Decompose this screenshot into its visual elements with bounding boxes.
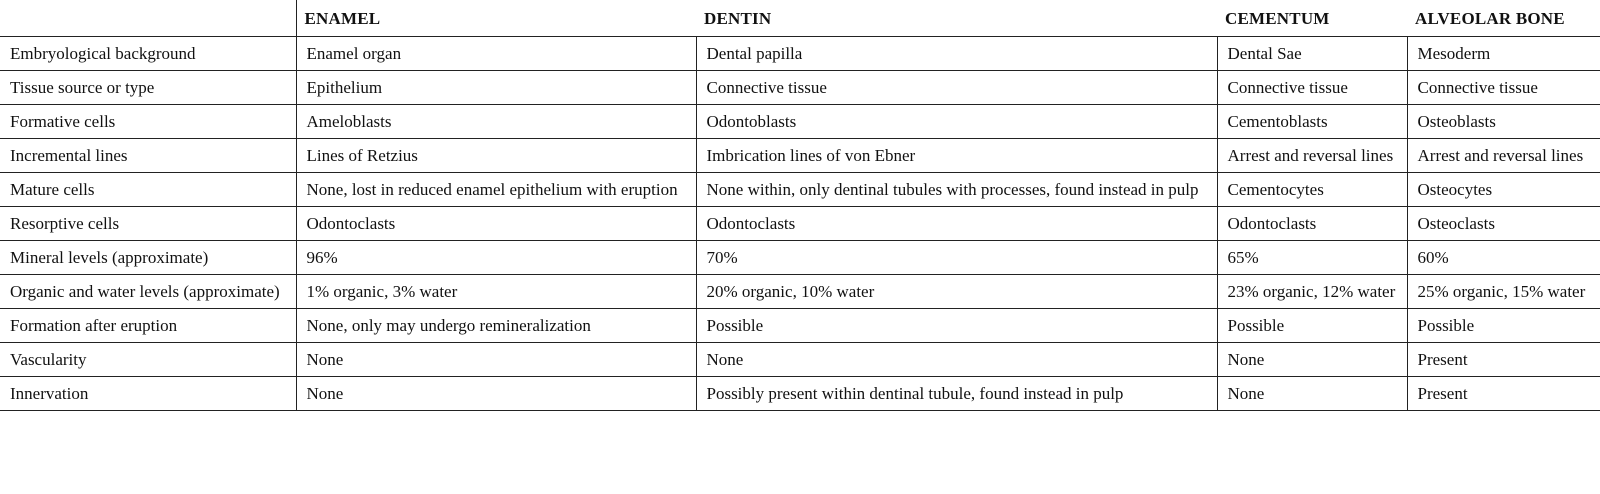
table-row <box>0 207 1600 241</box>
dentin-cell: Odontoblasts <box>706 112 797 131</box>
dentin-cell: Odontoclasts <box>706 214 796 233</box>
enamel-cell: Ameloblasts <box>306 112 392 131</box>
cementum-cell: Connective tissue <box>1227 78 1348 97</box>
enamel-cell: 96% <box>306 248 338 267</box>
table-cell <box>0 377 296 411</box>
table-cell <box>296 37 696 71</box>
column-header-dentin: DENTIN <box>696 0 1217 37</box>
row-label: Resorptive cells <box>10 214 120 233</box>
table-cell <box>1217 173 1407 207</box>
row-label: Organic and water levels (approximate) <box>10 282 280 301</box>
table-cell <box>296 343 696 377</box>
table-cell <box>1407 309 1600 343</box>
table-cell <box>1217 275 1407 309</box>
table-row <box>0 343 1600 377</box>
table-cell <box>696 377 1217 411</box>
alveolar-bone-cell: 60% <box>1417 248 1449 267</box>
enamel-cell: 1% organic, 3% water <box>306 282 458 301</box>
table-cell <box>1407 207 1600 241</box>
table-cell <box>1217 241 1407 275</box>
dentin-cell: 70% <box>706 248 738 267</box>
table-cell <box>296 139 696 173</box>
table-cell <box>696 241 1217 275</box>
enamel-cell: None <box>306 384 344 403</box>
header-row <box>0 0 1600 37</box>
table-row <box>0 241 1600 275</box>
dentin-cell: Connective tissue <box>706 78 827 97</box>
dentin-cell: 20% organic, 10% water <box>706 282 875 301</box>
alveolar-bone-cell: Present <box>1417 384 1468 403</box>
column-header-cementum: CEMENTUM <box>1217 0 1407 37</box>
cementum-cell: 65% <box>1227 248 1259 267</box>
cementum-cell: None <box>1227 350 1265 369</box>
table-cell <box>0 275 296 309</box>
table-cell <box>1217 71 1407 105</box>
dentin-cell: Possible <box>706 316 764 335</box>
column-header-enamel: ENAMEL <box>296 0 696 37</box>
table-cell <box>1217 343 1407 377</box>
cementum-cell: None <box>1227 384 1265 403</box>
table-cell <box>296 71 696 105</box>
table-row <box>0 173 1600 207</box>
dentin-cell: None within, only dentinal tubules with processes, found instead in pulp <box>706 180 1199 199</box>
column-header <box>0 0 296 37</box>
table-row <box>0 275 1600 309</box>
cementum-cell: 23% organic, 12% water <box>1227 282 1396 301</box>
enamel-cell: Enamel organ <box>306 44 402 63</box>
row-label: Vascularity <box>10 350 87 369</box>
table-row <box>0 71 1600 105</box>
column-header-alveolar-bone: ALVEOLAR BONE <box>1407 0 1600 37</box>
table-cell <box>1407 139 1600 173</box>
table-cell <box>296 241 696 275</box>
table-cell <box>1407 173 1600 207</box>
table-cell <box>1407 71 1600 105</box>
table-cell <box>1217 377 1407 411</box>
table-cell <box>296 105 696 139</box>
table-cell <box>696 37 1217 71</box>
alveolar-bone-cell: Osteocytes <box>1417 180 1493 199</box>
enamel-cell: Lines of Retzius <box>306 146 418 165</box>
alveolar-bone-cell: Osteoblasts <box>1417 112 1496 131</box>
table-cell <box>0 241 296 275</box>
enamel-cell: Epithelium <box>306 78 383 97</box>
table-cell <box>1407 37 1600 71</box>
alveolar-bone-cell: Arrest and reversal lines <box>1417 146 1584 165</box>
alveolar-bone-cell: Mesoderm <box>1417 44 1491 63</box>
table-row <box>0 105 1600 139</box>
table-cell <box>696 343 1217 377</box>
alveolar-bone-cell: Osteoclasts <box>1417 214 1495 233</box>
table-cell <box>0 309 296 343</box>
row-label: Formation after eruption <box>10 316 178 335</box>
row-label: Mineral levels (approximate) <box>10 248 209 267</box>
row-label: Mature cells <box>10 180 95 199</box>
enamel-cell: Odontoclasts <box>306 214 396 233</box>
row-label: Incremental lines <box>10 146 128 165</box>
table-cell <box>0 139 296 173</box>
alveolar-bone-cell: 25% organic, 15% water <box>1417 282 1586 301</box>
enamel-cell: None <box>306 350 344 369</box>
table-cell <box>696 173 1217 207</box>
dentin-cell: Imbrication lines of von Ebner <box>706 146 916 165</box>
table-cell <box>1217 37 1407 71</box>
table-cell <box>0 343 296 377</box>
table-cell <box>0 173 296 207</box>
table-cell <box>1407 241 1600 275</box>
cementum-cell: Cementoblasts <box>1227 112 1328 131</box>
table-row <box>0 37 1600 71</box>
table-cell <box>296 309 696 343</box>
cementum-cell: Dental Sae <box>1227 44 1302 63</box>
table-cell <box>0 71 296 105</box>
dentin-cell: None <box>706 350 744 369</box>
table-row <box>0 377 1600 411</box>
table-cell <box>1407 343 1600 377</box>
table-cell <box>296 173 696 207</box>
table-cell <box>1217 105 1407 139</box>
table-cell <box>1217 309 1407 343</box>
alveolar-bone-cell: Present <box>1417 350 1468 369</box>
dentin-cell: Dental papilla <box>706 44 803 63</box>
cementum-cell: Arrest and reversal lines <box>1227 146 1394 165</box>
table-row <box>0 309 1600 343</box>
row-label: Innervation <box>10 384 89 403</box>
row-label: Embryological background <box>10 44 196 63</box>
table-cell <box>696 105 1217 139</box>
table-cell <box>0 105 296 139</box>
table-cell <box>696 275 1217 309</box>
table-cell <box>696 207 1217 241</box>
table-cell <box>0 207 296 241</box>
table-cell <box>296 275 696 309</box>
table-cell <box>1407 377 1600 411</box>
row-label: Formative cells <box>10 112 116 131</box>
alveolar-bone-cell: Possible <box>1417 316 1475 335</box>
enamel-cell: None, lost in reduced enamel epithelium with eruption <box>306 180 678 199</box>
table-cell <box>1407 275 1600 309</box>
table-cell <box>696 139 1217 173</box>
table-cell <box>696 71 1217 105</box>
table-cell <box>296 207 696 241</box>
table-cell <box>1217 207 1407 241</box>
table-cell <box>696 309 1217 343</box>
alveolar-bone-cell: Connective tissue <box>1417 78 1538 97</box>
table-cell <box>1217 139 1407 173</box>
table-cell <box>1407 105 1600 139</box>
dentin-cell: Possibly present within dentinal tubule, found instead in pulp <box>706 384 1124 403</box>
cementum-cell: Odontoclasts <box>1227 214 1317 233</box>
cementum-cell: Cementocytes <box>1227 180 1324 199</box>
row-label: Tissue source or type <box>10 78 155 97</box>
table-cell <box>0 37 296 71</box>
table-cell <box>296 377 696 411</box>
enamel-cell: None, only may undergo remineralization <box>306 316 591 335</box>
table-row <box>0 139 1600 173</box>
cementum-cell: Possible <box>1227 316 1285 335</box>
